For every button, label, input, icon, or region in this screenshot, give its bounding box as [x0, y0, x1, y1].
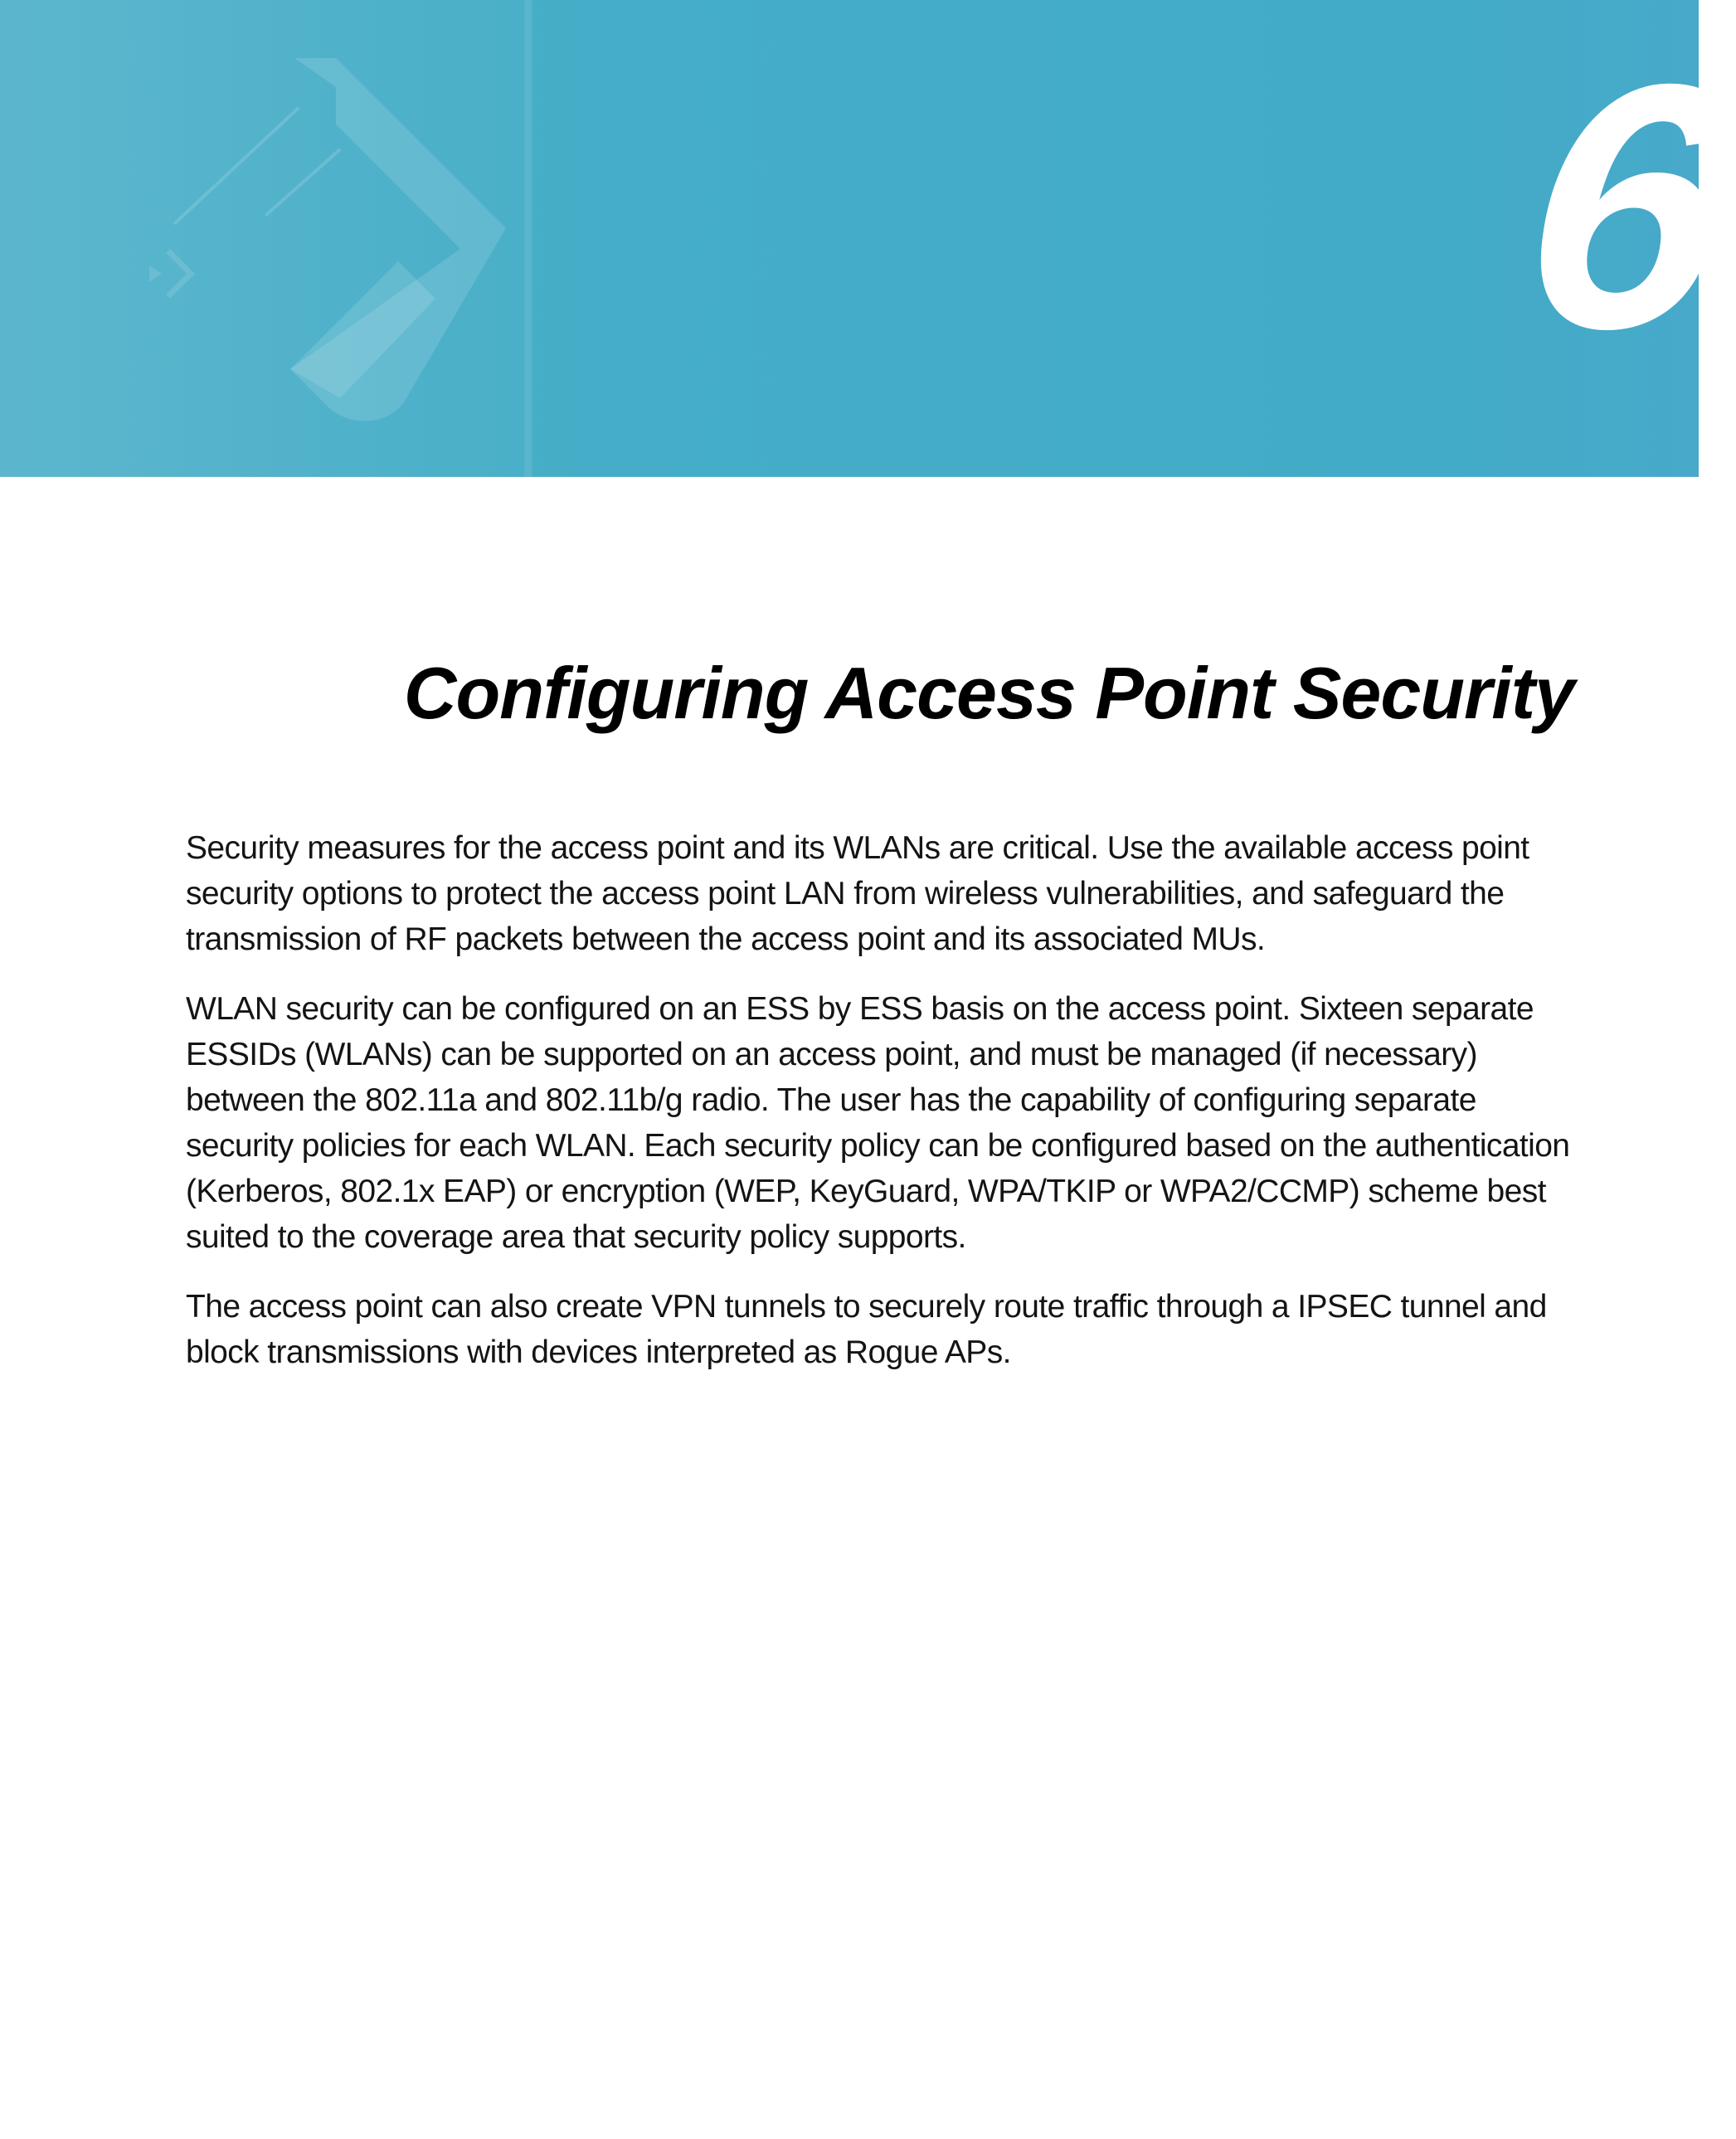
- chapter-banner: [0, 0, 1736, 477]
- intro-paragraph: WLAN security can be configured on an ESS by ESS basis on the access point. Sixteen separate ESSIDs (WLANs) can be supported on an access point, and must be managed (if necessary) between the 802.11a and 802.11b/g radio. The user has the capability of configuring separate security policies for each WLAN. Each security policy can be configured based on the authentication (Kerberos, 802.1x EAP) or encryption (WEP, KeyGuard, WPA/TKIP or WPA2/CCMP) scheme best suited to the coverage area that security policy supports.: [186, 991, 1570, 1255]
- chapter-intro: [186, 825, 1571, 1399]
- chevron-arrows-icon: [124, 50, 539, 431]
- intro-paragraph: Security measures for the access point and its WLANs are critical. Use the available access point security options to protect the access point LAN from wireless vulnerabilities, and safeguard the transmission of RF packets between the access point and its associated MUs.: [186, 830, 1529, 957]
- chapter-number: 6: [1509, 12, 1736, 401]
- intro-paragraph: The access point can also create VPN tunnels to securely route traffic through a IPSEC tunnel and block transmissions with devices interpreted as Rogue APs.: [186, 1289, 1547, 1370]
- chapter-title: Configuring Access Point Security: [403, 651, 1574, 734]
